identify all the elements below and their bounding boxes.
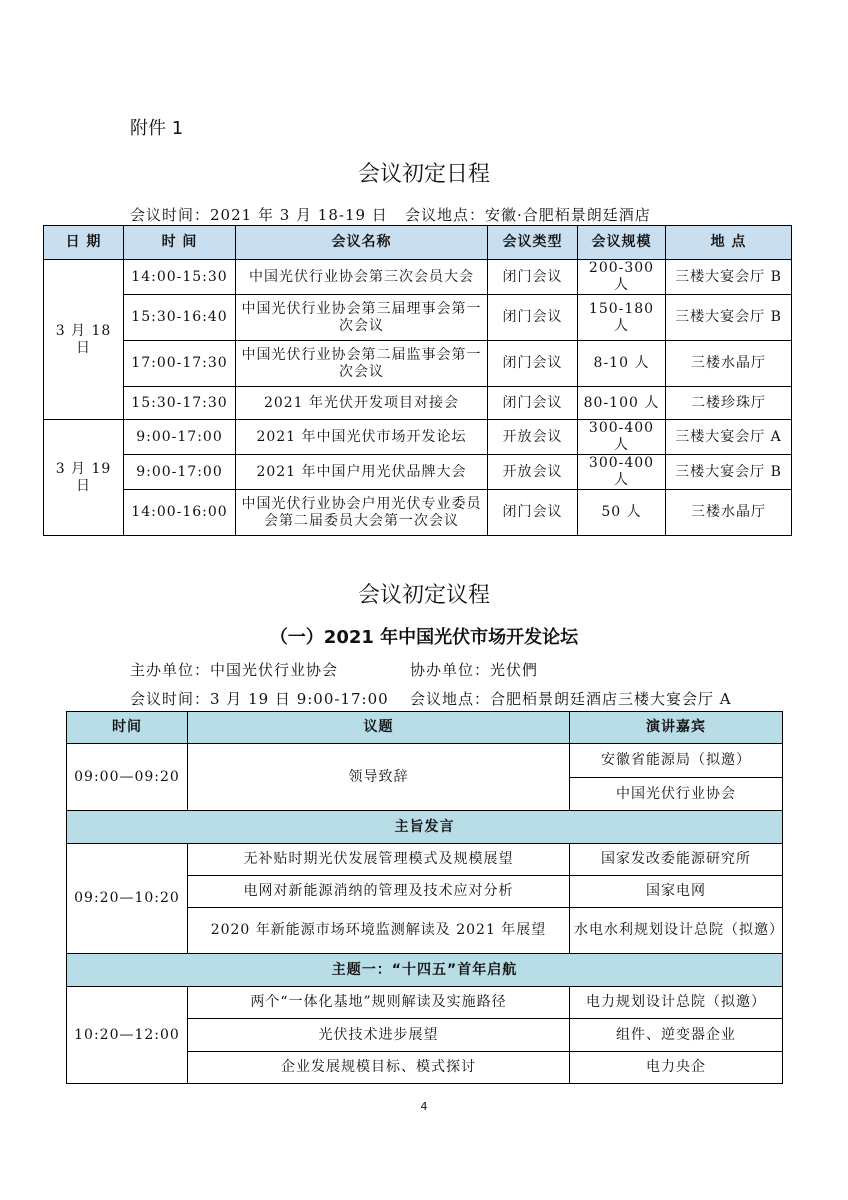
schedule-header-row — [44, 226, 792, 260]
page-number: 4 — [420, 1100, 428, 1113]
place-cell: 三楼大宴会厅 B — [666, 260, 792, 295]
section-title: 主旨发言 — [67, 811, 783, 844]
header-date: 日 期 — [44, 226, 124, 260]
topic-cell: 2020 年新能源市场环境监测解读及 2021 年展望 — [188, 908, 570, 954]
agenda-time: 会议时间：3 月 19 日 9:00-17:00 — [130, 690, 389, 708]
schedule-place: 会议地点：安徽·合肥栢景朗廷酒店 — [405, 206, 651, 224]
agenda-place: 会议地点：合肥栢景朗廷酒店三楼大宴会厅 A — [410, 690, 732, 708]
topic-cell: 无补贴时期光伏发展管理模式及规模展望 — [188, 844, 570, 876]
header-time: 时 间 — [124, 226, 236, 260]
type-cell: 闭门会议 — [488, 295, 578, 341]
place-cell: 三楼大宴会厅 B — [666, 455, 792, 490]
header-name: 会议名称 — [236, 226, 488, 260]
date-cell: 3 月 19 日 — [44, 420, 124, 536]
type-cell: 开放会议 — [488, 420, 578, 455]
scale-cell: 300-400 人 — [578, 420, 666, 455]
date-cell: 3 月 18 日 — [44, 260, 124, 420]
table-row — [44, 260, 792, 295]
type-cell: 闭门会议 — [488, 387, 578, 420]
type-cell: 闭门会议 — [488, 490, 578, 536]
scale-cell: 8-10 人 — [578, 341, 666, 387]
table-row — [67, 744, 783, 778]
scale-cell: 200-300 人 — [578, 260, 666, 295]
schedule-table — [43, 225, 792, 536]
speaker-cell: 组件、逆变器企业 — [570, 1019, 783, 1052]
place-cell: 三楼水晶厅 — [666, 341, 792, 387]
speaker-cell: 电力规划设计总院（拟邀） — [570, 987, 783, 1019]
table-row — [67, 987, 783, 1019]
time-cell: 10:20—12:00 — [67, 987, 188, 1084]
time-cell: 17:00-17:30 — [124, 341, 236, 387]
header-type: 会议类型 — [488, 226, 578, 260]
agenda-host: 主办单位：中国光伏行业协会 — [130, 661, 339, 679]
time-cell: 9:00-17:00 — [124, 420, 236, 455]
topic-cell: 两个“一体化基地”规则解读及实施路径 — [188, 987, 570, 1019]
place-cell: 二楼珍珠厅 — [666, 387, 792, 420]
time-cell: 15:30-16:40 — [124, 295, 236, 341]
scale-cell: 150-180 人 — [578, 295, 666, 341]
topic-cell: 领导致辞 — [188, 744, 570, 811]
type-cell: 闭门会议 — [488, 341, 578, 387]
speaker-cell: 中国光伏行业协会 — [570, 778, 783, 811]
name-cell: 2021 年光伏开发项目对接会 — [236, 387, 488, 420]
topic-cell: 电网对新能源消纳的管理及技术应对分析 — [188, 876, 570, 908]
agenda-cohost: 协办单位：光伏們 — [410, 661, 539, 679]
speaker-cell: 国家电网 — [570, 876, 783, 908]
name-cell: 中国光伏行业协会第三次会员大会 — [236, 260, 488, 295]
agenda-subtitle: （一）2021 年中国光伏市场开发论坛 — [269, 627, 579, 648]
agenda-title: 会议初定议程 — [357, 583, 490, 608]
table-row — [44, 420, 792, 455]
speaker-cell: 电力央企 — [570, 1052, 783, 1084]
topic-cell: 光伏技术进步展望 — [188, 1019, 570, 1052]
time-cell: 9:00-17:00 — [124, 455, 236, 490]
section-row — [67, 811, 783, 844]
table-row — [44, 455, 792, 490]
topic-cell: 企业发展规模目标、模式探讨 — [188, 1052, 570, 1084]
schedule-title: 会议初定日程 — [357, 162, 490, 187]
scale-cell: 50 人 — [578, 490, 666, 536]
schedule-time: 会议时间：2021 年 3 月 18-19 日 — [130, 206, 388, 224]
name-cell: 2021 年中国光伏市场开发论坛 — [236, 420, 488, 455]
type-cell: 开放会议 — [488, 455, 578, 490]
speaker-cell: 国家发改委能源研究所 — [570, 844, 783, 876]
type-cell: 闭门会议 — [488, 260, 578, 295]
header-speaker: 演讲嘉宾 — [570, 712, 783, 744]
header-place: 地 点 — [666, 226, 792, 260]
section-title: 主题一：“十四五”首年启航 — [67, 954, 783, 987]
scale-cell: 80-100 人 — [578, 387, 666, 420]
place-cell: 三楼大宴会厅 A — [666, 420, 792, 455]
agenda-table — [66, 711, 783, 1084]
time-cell: 14:00-16:00 — [124, 490, 236, 536]
table-row — [67, 844, 783, 876]
place-cell: 三楼水晶厅 — [666, 490, 792, 536]
time-cell: 15:30-17:30 — [124, 387, 236, 420]
section-row — [67, 954, 783, 987]
scale-cell: 300-400 人 — [578, 455, 666, 490]
name-cell: 中国光伏行业协会第二届监事会第一次会议 — [236, 341, 488, 387]
speaker-cell: 水电水利规划设计总院（拟邀） — [570, 908, 783, 954]
agenda-header-row — [67, 712, 783, 744]
time-cell: 09:00—09:20 — [67, 744, 188, 811]
attachment-label: 附件 1 — [130, 118, 184, 139]
name-cell: 中国光伏行业协会户用光伏专业委员会第二届委员大会第一次会议 — [236, 490, 488, 536]
table-row — [44, 490, 792, 536]
time-cell: 09:20—10:20 — [67, 844, 188, 954]
name-cell: 2021 年中国户用光伏品牌大会 — [236, 455, 488, 490]
table-row — [44, 295, 792, 341]
table-row — [44, 387, 792, 420]
time-cell: 14:00-15:30 — [124, 260, 236, 295]
place-cell: 三楼大宴会厅 B — [666, 295, 792, 341]
header-topic: 议题 — [188, 712, 570, 744]
header-time: 时间 — [67, 712, 188, 744]
header-scale: 会议规模 — [578, 226, 666, 260]
speaker-cell: 安徽省能源局（拟邀） — [570, 744, 783, 778]
table-row — [44, 341, 792, 387]
name-cell: 中国光伏行业协会第三届理事会第一次会议 — [236, 295, 488, 341]
